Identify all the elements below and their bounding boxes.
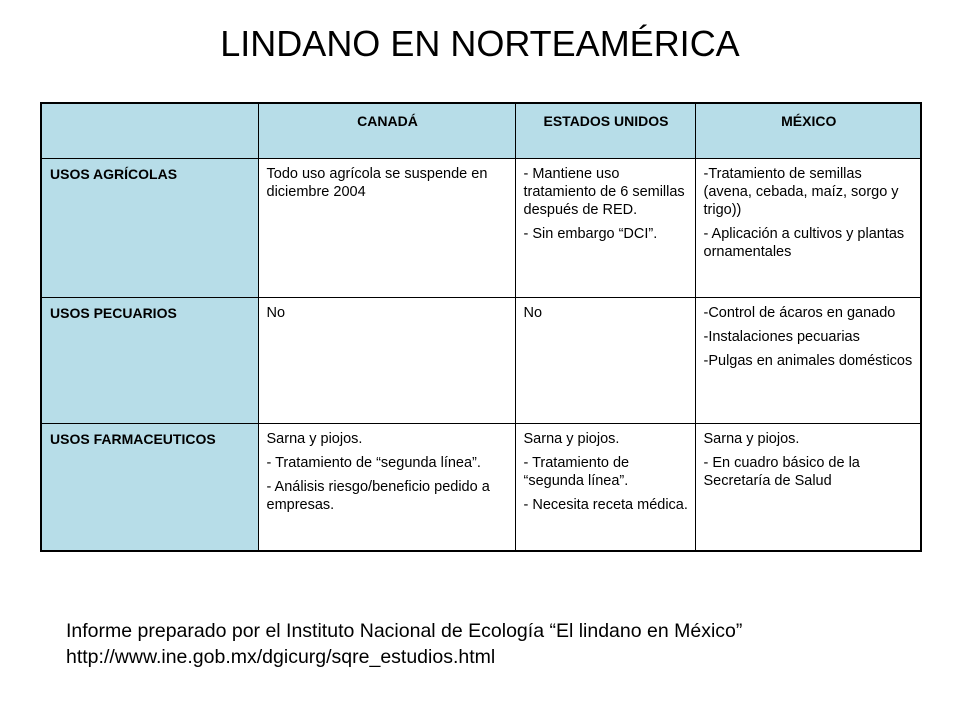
cell-line: - Análisis riesgo/beneficio pedido a empresas. <box>266 479 490 513</box>
cell-line: - Necesita receta médica. <box>523 497 688 513</box>
cell-line: -Instalaciones pecuarias <box>703 329 860 345</box>
cell-line: -Control de ácaros en ganado <box>703 305 896 321</box>
source-url: http://www.ine.gob.mx/dgicurg/sqre_estudios.html <box>66 646 496 668</box>
cell-livestock-mexico <box>695 298 921 424</box>
cell-line: - Sin embargo “DCI”. <box>523 226 658 242</box>
cell-line: - Tratamiento de “segunda línea”. <box>523 455 630 489</box>
cell-line: Sarna y piojos. <box>703 431 800 447</box>
comparison-table <box>40 102 922 552</box>
row-label-livestock: USOS PECUARIOS <box>41 298 258 424</box>
header-cell-empty <box>41 103 258 159</box>
table-row <box>41 159 921 298</box>
cell-pharmaceutical-usa <box>515 424 695 552</box>
cell-line: No <box>266 305 286 321</box>
cell-agricultural-mexico <box>695 159 921 298</box>
cell-agricultural-canada <box>258 159 515 298</box>
cell-pharmaceutical-mexico <box>695 424 921 552</box>
cell-line: - En cuadro básico de la Secretaría de Salud <box>703 455 860 489</box>
header-cell-canada: CANADÁ <box>258 103 515 159</box>
cell-line: Sarna y piojos. <box>523 431 620 447</box>
cell-line: No <box>523 305 543 321</box>
cell-agricultural-usa <box>515 159 695 298</box>
row-label-pharmaceutical: USOS FARMACEUTICOS <box>41 424 258 552</box>
cell-line: Todo uso agrícola se suspende en diciembre 2004 <box>266 166 488 200</box>
header-cell-usa: ESTADOS UNIDOS <box>515 103 695 159</box>
table-row <box>41 424 921 552</box>
cell-livestock-usa <box>515 298 695 424</box>
cell-line: -Pulgas en animales domésticos <box>703 353 913 369</box>
header-cell-mexico: MÉXICO <box>695 103 921 159</box>
source-note <box>66 618 742 670</box>
cell-line: - Aplicación a cultivos y plantas ornamentales <box>703 226 905 260</box>
cell-line: Sarna y piojos. <box>266 431 363 447</box>
page-title: LINDANO EN NORTEAMÉRICA <box>220 23 740 64</box>
row-label-agricultural: USOS AGRÍCOLAS <box>41 159 258 298</box>
cell-livestock-canada <box>258 298 515 424</box>
cell-line: - Mantiene uso tratamiento de 6 semillas después de RED. <box>523 166 685 218</box>
table-header-row <box>41 103 921 159</box>
cell-line: -Tratamiento de semillas (avena, cebada, maíz, sorgo y trigo)) <box>703 166 899 218</box>
cell-pharmaceutical-canada <box>258 424 515 552</box>
source-note-text: Informe preparado por el Instituto Nacional de Ecología “El lindano en México” <box>66 620 743 642</box>
cell-line: - Tratamiento de “segunda línea”. <box>266 455 481 471</box>
table-row <box>41 298 921 424</box>
